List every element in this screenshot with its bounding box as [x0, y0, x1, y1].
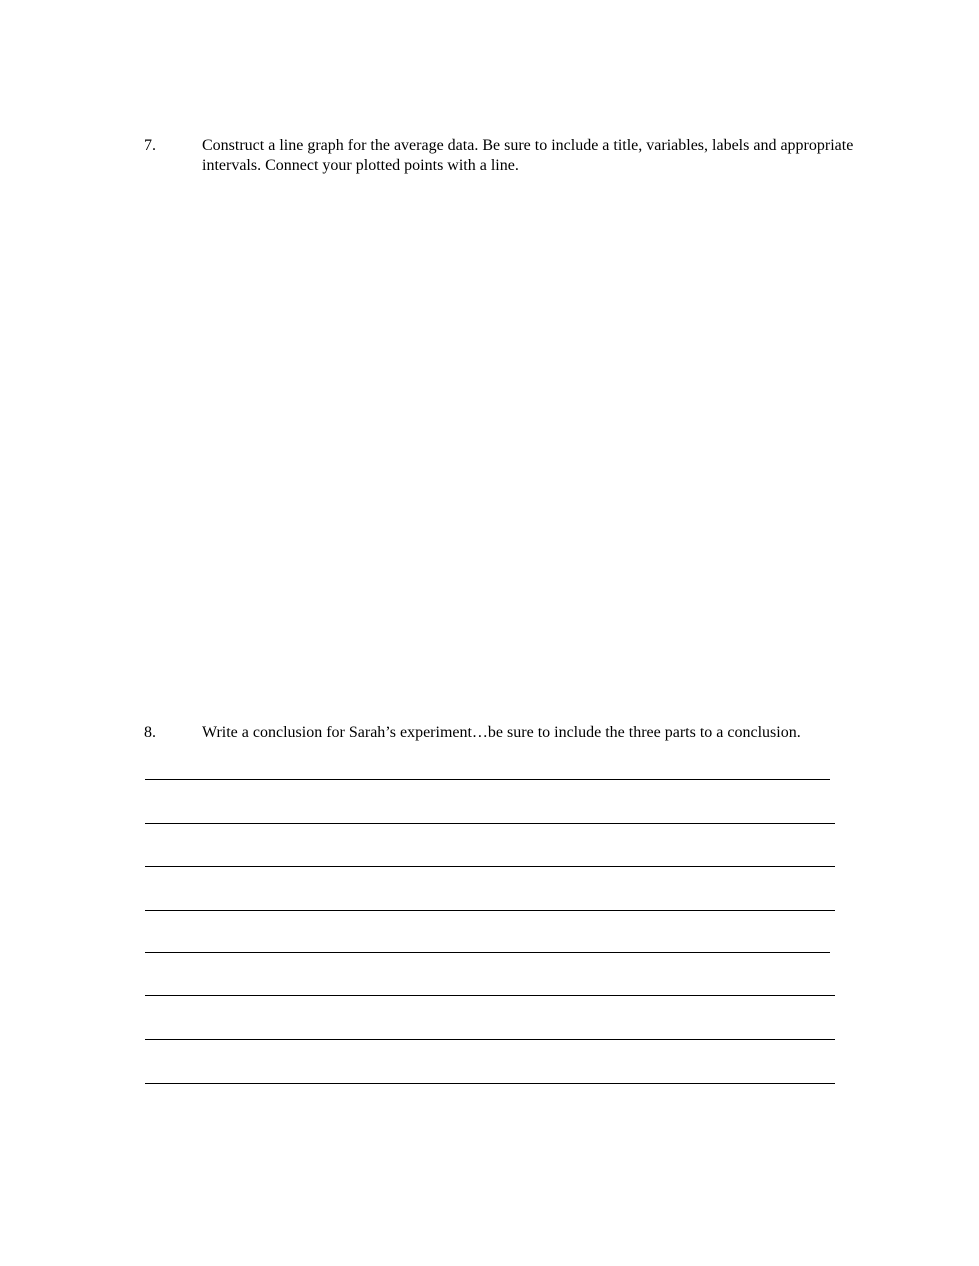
answer-line[interactable]	[145, 952, 830, 953]
answer-line[interactable]	[145, 1039, 835, 1040]
answer-line[interactable]	[145, 910, 835, 911]
answer-line[interactable]	[145, 1083, 835, 1084]
question-text: Write a conclusion for Sarah’s experiment…be sure to include the three parts to a conclusion.	[202, 724, 801, 741]
question-number: 8.	[144, 724, 156, 741]
answer-line[interactable]	[145, 866, 835, 867]
question-text: Construct a line graph for the average data. Be sure to include a title, variables, labels and appropriate intervals. Connect your plotted points with a line.	[202, 137, 854, 174]
answer-line[interactable]	[145, 779, 830, 780]
answer-line[interactable]	[145, 823, 835, 824]
question-number: 7.	[144, 137, 156, 154]
graph-work-area	[144, 190, 834, 700]
answer-line[interactable]	[145, 995, 835, 996]
